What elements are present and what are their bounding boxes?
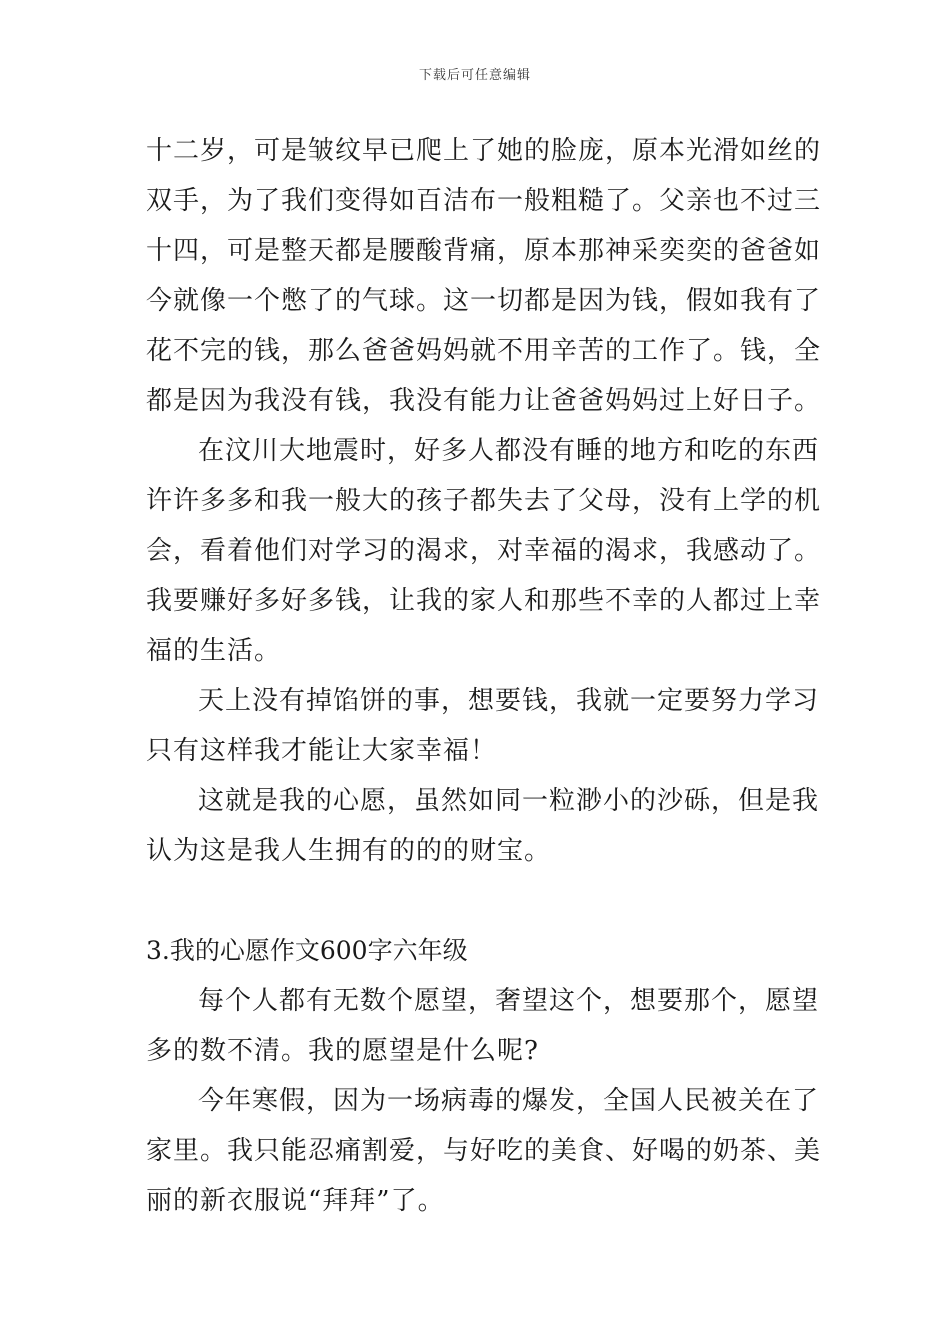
paragraph-intro xyxy=(146,976,820,1076)
text-line: 我要赚好多好多钱，让我的家人和那些不幸的人都过上幸 xyxy=(146,586,822,616)
text-line: 十四，可是整天都是腰酸背痛，原本那神采奕奕的爸爸如 xyxy=(146,236,822,266)
text-line: 今年寒假，因为一场病毒的爆发，全国人民被关在了 xyxy=(198,1086,820,1116)
text-line: 丽的新衣服说“拜拜”了。 xyxy=(146,1186,445,1216)
paragraph-earthquake xyxy=(146,426,822,676)
document-body xyxy=(146,126,822,1226)
text-line: 花不完的钱，那么爸爸妈妈就不用辛苦的工作了。钱，全 xyxy=(146,336,822,366)
section-spacer xyxy=(146,876,806,926)
paragraph-study xyxy=(146,676,820,776)
text-line: 十二岁，可是皱纹早已爬上了她的脸庞，原本光滑如丝的 xyxy=(146,136,822,166)
text-line: 都是因为我没有钱，我没有能力让爸爸妈妈过上好日子。 xyxy=(146,386,822,416)
text-line: 每个人都有无数个愿望，奢望这个，想要那个，愿望 xyxy=(198,986,820,1016)
paragraph-wish xyxy=(146,776,820,876)
text-line: 双手，为了我们变得如百洁布一般粗糙了。父亲也不过三 xyxy=(146,186,822,216)
page-header: 下载后可任意编辑 xyxy=(418,68,531,83)
text-line: 这就是我的心愿，虽然如同一粒渺小的沙砾，但是我 xyxy=(198,786,820,816)
text-line: 家里。我只能忍痛割爱，与好吃的美食、好喝的奶茶、美 xyxy=(146,1136,822,1166)
text-line: 天上没有掉馅饼的事，想要钱，我就一定要努力学习 xyxy=(198,686,820,716)
text-line: 在汶川大地震时，好多人都没有睡的地方和吃的东西 xyxy=(198,436,820,466)
text-line: 只有这样我才能让大家幸福！ xyxy=(146,736,498,766)
paragraph-family xyxy=(146,126,822,426)
text-line: 会，看着他们对学习的渴求，对幸福的渴求，我感动了。 xyxy=(146,536,822,566)
text-line: 认为这是我人生拥有的的的财宝。 xyxy=(146,836,552,866)
text-line: 许许多多和我一般大的孩子都失去了父母，没有上学的机 xyxy=(146,486,822,516)
text-line: 福的生活。 xyxy=(146,636,282,666)
paragraph-winter xyxy=(146,1076,822,1226)
text-line: 多的数不清。我的愿望是什么呢? xyxy=(146,1036,539,1066)
section-heading: 3.我的心愿作文600字六年级 xyxy=(146,936,468,965)
text-line: 今就像一个憋了的气球。这一切都是因为钱，假如我有了 xyxy=(146,286,822,316)
